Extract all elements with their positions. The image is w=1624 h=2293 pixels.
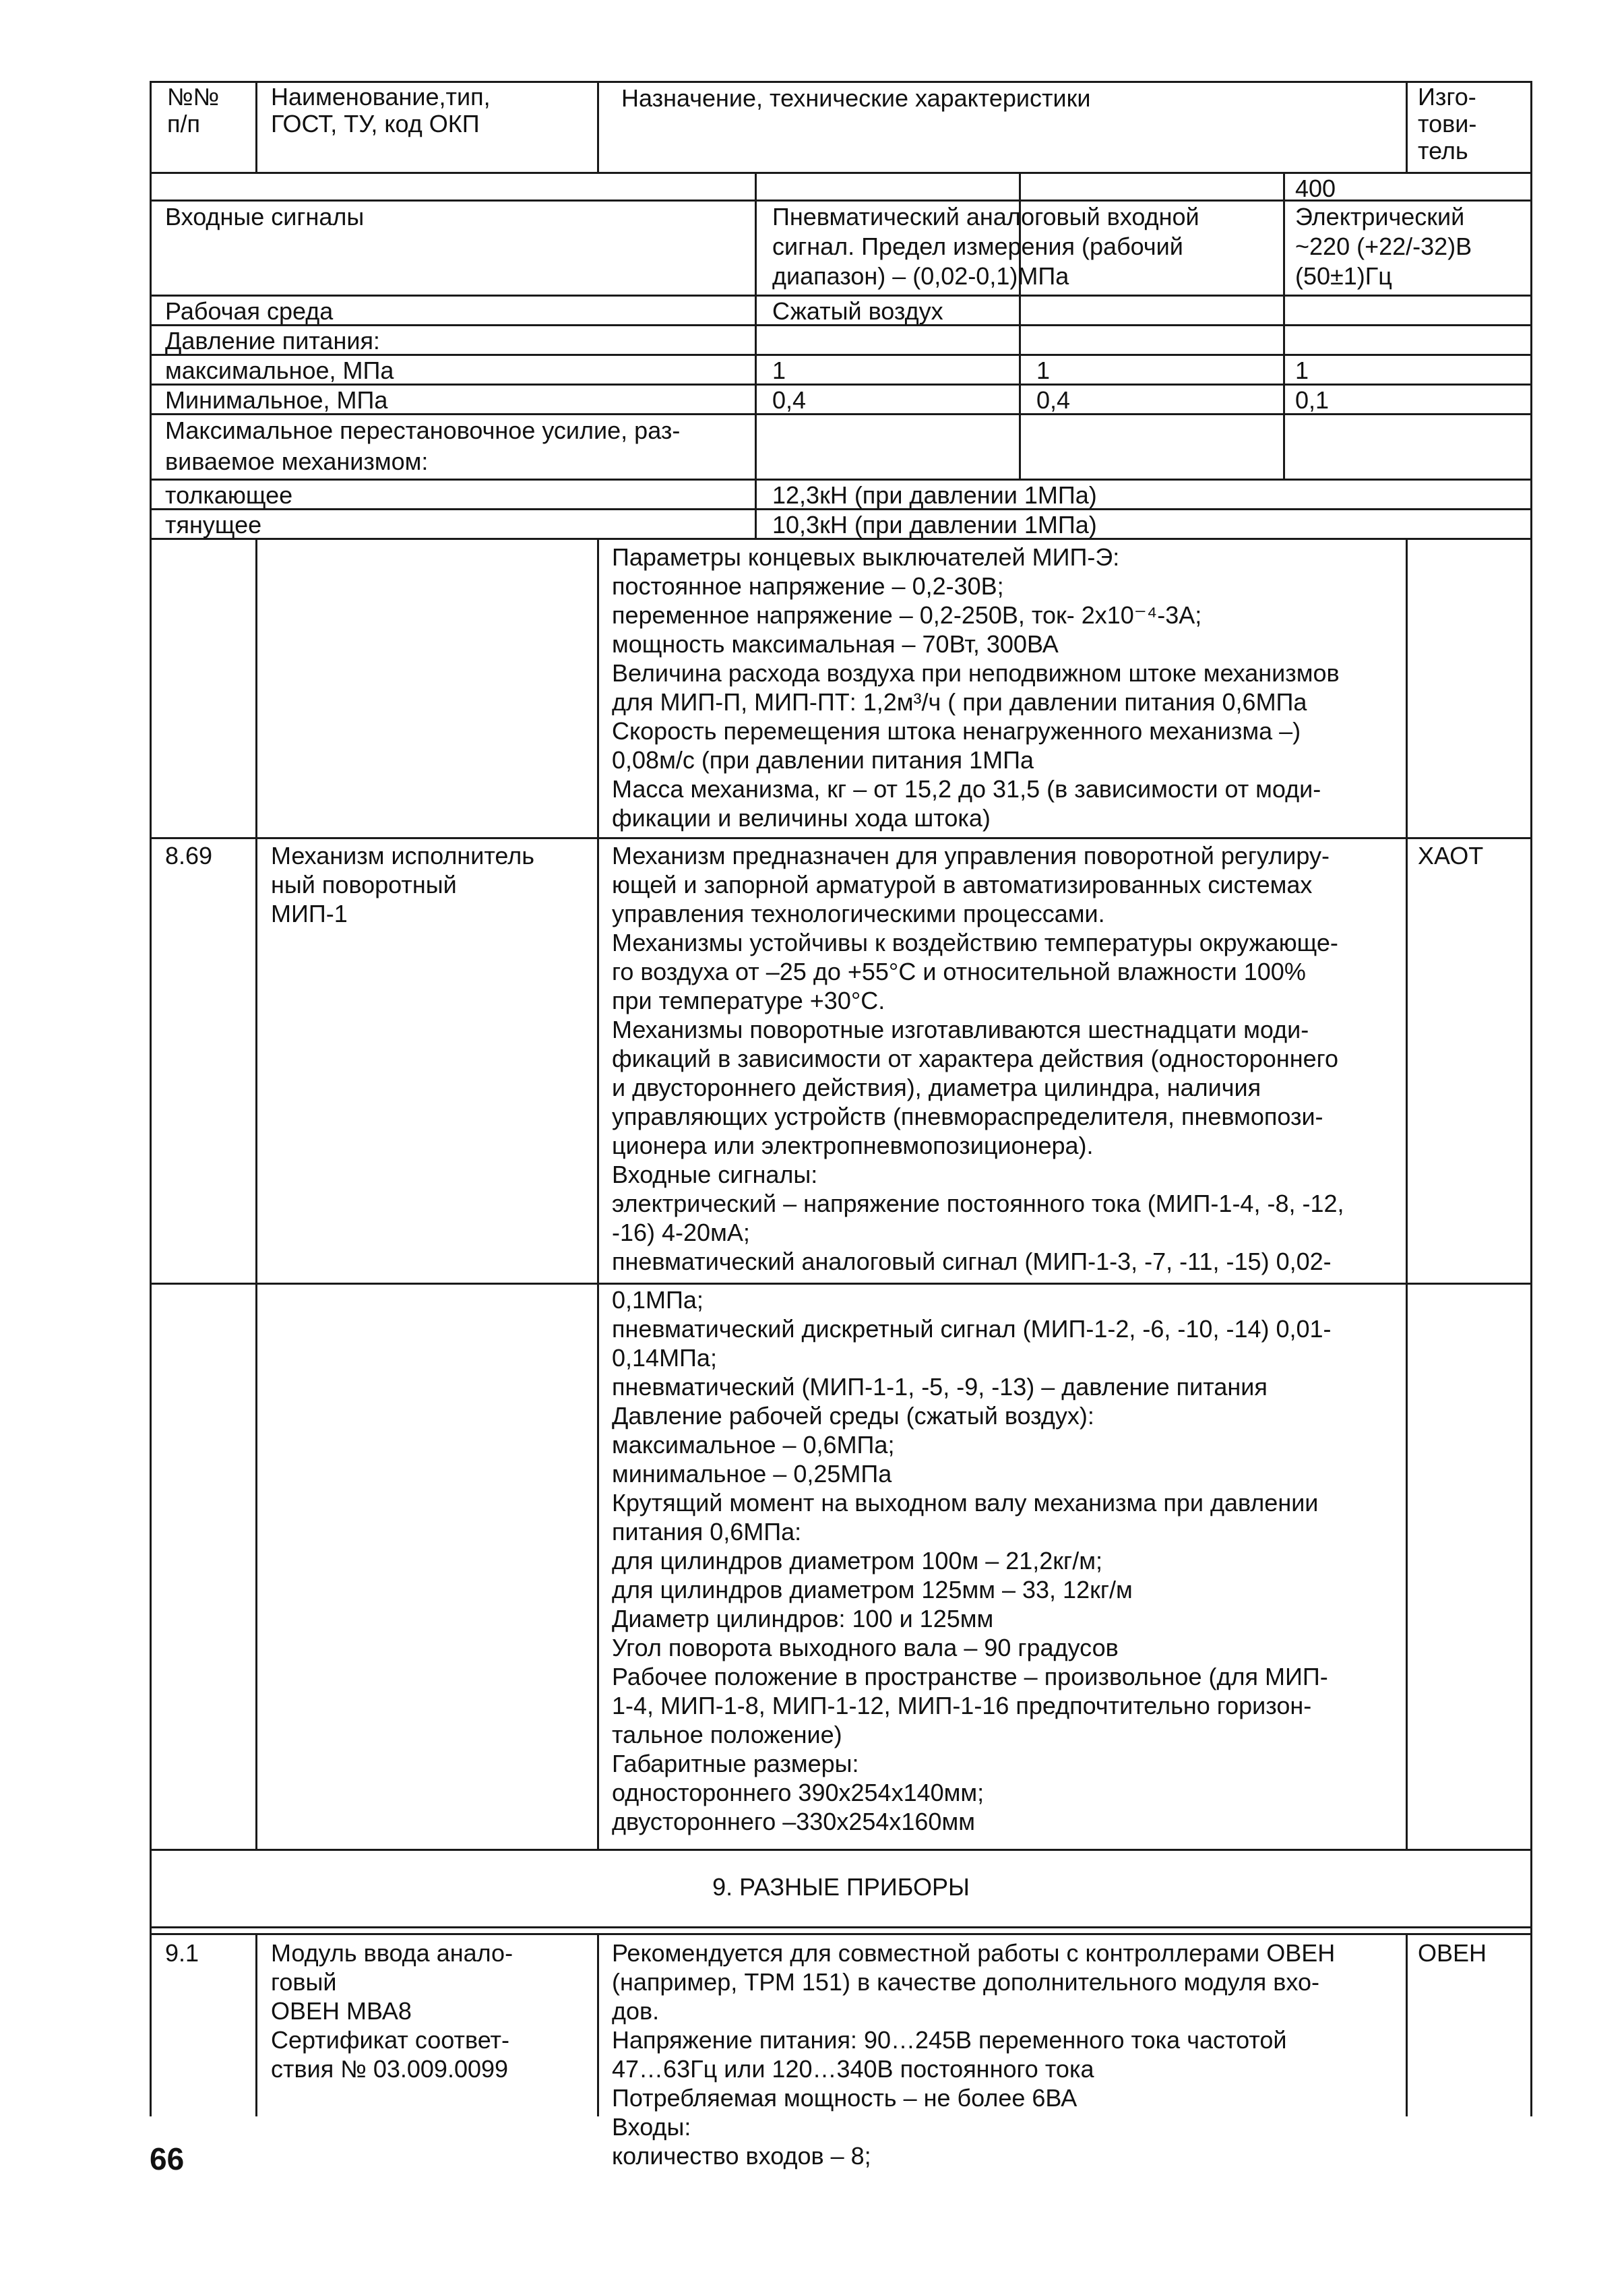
mip-parameters: Параметры концевых выключателей МИП-Э: постоянное напряжение – 0,2-30В; переменное напряжение – 0,2-250В, ток- 2х10⁻⁴-3А; мощность максимальная – 70Вт, 300ВА Величина расхода воздуха при неподвижном штоке механизмов для МИП-П, МИП-ПТ: 1,2м³/ч ( при давлении питания 0,6МПа Скорость перемещения штока ненагруженного механизма –) 0,08м/с (при давлении питания 1МПа Масса механизма, кг – от 15,2 до 31,5 (в зависимости от моди- фикации и величины хода штока)	[612, 543, 1340, 832]
push-value: 12,3кН (при давлении 1МПа)	[772, 481, 1097, 509]
rule	[255, 81, 257, 172]
medium-value: Сжатый воздух	[772, 297, 943, 325]
rule	[255, 538, 257, 1849]
push-label: толкающее	[165, 481, 293, 509]
min-value: 0,4	[1036, 386, 1071, 414]
rule	[150, 81, 152, 2116]
max-value: 1	[1036, 357, 1051, 384]
rule	[150, 1933, 1532, 1935]
pressure-label: Давление питания:	[165, 327, 380, 355]
pull-value: 10,3кН (при давлении 1МПа)	[772, 511, 1097, 539]
min-label: Минимальное, МПа	[165, 386, 388, 414]
max-label: максимальное, МПа	[165, 357, 394, 384]
item-9-1-maker: ОВЕН	[1418, 1939, 1487, 1967]
inputs-electric: Электрический ~220 (+22/-32)В (50±1)Гц	[1295, 203, 1472, 290]
rule	[150, 1283, 1532, 1285]
rule	[1283, 172, 1285, 479]
rule	[1530, 81, 1532, 2116]
item-9-1-description: Рекомендуется для совместной работы с контроллерами ОВЕН (например, ТРМ 151) в качестве дополнительного модуля вхо- дов. Напряжение питания: 90…245В переменного тока частотой 47…63Гц или 120…340В постоянного тока Потребляемая мощность – не более 6ВА Входы: количество входов – 8;	[612, 1939, 1336, 2170]
header-maker: Изго- тови- тель	[1418, 83, 1477, 164]
rule	[755, 172, 757, 538]
rule	[1406, 81, 1408, 172]
page-number: 66	[150, 2141, 185, 2176]
inputs-label: Входные сигналы	[165, 203, 365, 231]
rule	[255, 1933, 257, 2116]
rule	[1406, 1933, 1408, 2116]
rule	[1406, 538, 1408, 1849]
item-8-69-description: Механизм предназначен для управления поворотной регулиру- ющей и запорной арматурой в автоматизированных системах управления технологическими процессами. Механизмы устойчивы к воздействию температуры окружающе- го воздуха от –25 до +55°С и относительной влажности 100% при температуре +30°С. Механизмы поворотные изготавливаются шестнадцати моди- фикаций в зависимости от характера действия (одностороннего и двустороннего действия), диаметра цилиндра, наличия управляющих устройств (пневмораспределителя, пневмопози- ционера или электропневмопозиционера). Входные сигналы: электрический – напряжение постоянного тока (МИП-1-4, -8, -12, -16) 4-20мА; пневматический аналоговый сигнал (МИП-1-3, -7, -11, -15) 0,02-	[612, 842, 1344, 1275]
item-8-69-name: Механизм исполнитель ный поворотный МИП-1	[271, 842, 534, 927]
min-value: 0,1	[1295, 386, 1330, 414]
item-9-1-name: Модуль ввода анало- говый ОВЕН МВА8 Сертификат соответ- ствия № 03.009.0099	[271, 1939, 513, 2083]
rule	[150, 1849, 1532, 1851]
header-num: №№ п/п	[167, 83, 220, 137]
max-value: 1	[772, 357, 786, 384]
rule	[150, 1926, 1532, 1928]
item-8-69-description-cont: 0,1МПа; пневматический дискретный сигнал (МИП-1-2, -6, -10, -14) 0,01- 0,14МПа; пневматический (МИП-1-1, -5, -9, -13) – давление питания Давление рабочей среды (сжатый воздух): максимальное – 0,6МПа; минимальное – 0,25МПа Крутящий момент на выходном валу механизма при давлении питания 0,6МПа: для цилиндров диаметром 100м – 21,2кг/м; для цилиндров диаметром 125мм – 33, 12кг/м Диаметр цилиндров: 100 и 125мм Угол поворота выходного вала – 90 градусов Рабочее положение в пространстве – произвольное (для МИП- 1-4, МИП-1-8, МИП-1-12, МИП-1-16 предпочтительно горизон- тальное положение) Габаритные размеры: одностороннего 390х254х140мм; двустороннего –330х254х160мм	[612, 1286, 1332, 1835]
item-8-69-maker: ХАОТ	[1418, 842, 1484, 869]
max-value: 1	[1295, 357, 1309, 384]
rule	[597, 81, 599, 172]
min-value: 0,4	[772, 386, 807, 414]
medium-label: Рабочая среда	[165, 297, 334, 325]
header-purpose: Назначение, технические характеристики	[621, 84, 1091, 112]
header-name: Наименование,тип, ГОСТ, ТУ, код ОКП	[271, 83, 491, 137]
pull-label: тянущее	[165, 511, 262, 539]
rule	[597, 1933, 599, 2116]
item-9-1-num: 9.1	[165, 1939, 199, 1967]
force-label: Максимальное перестановочное усилие, раз- виваемое механизмом:	[165, 417, 681, 475]
rule	[597, 538, 599, 1849]
rule	[150, 837, 1532, 839]
item-8-69-num: 8.69	[165, 842, 213, 869]
spec-cell-400: 400	[1295, 175, 1336, 202]
section-heading: 9. РАЗНЫЕ ПРИБОРЫ	[712, 1873, 970, 1901]
inputs-pneumatic: Пневматический аналоговый входной сигнал. Предел измерения (рабочий диапазон) – (0,02-0,1)МПа	[772, 203, 1199, 290]
